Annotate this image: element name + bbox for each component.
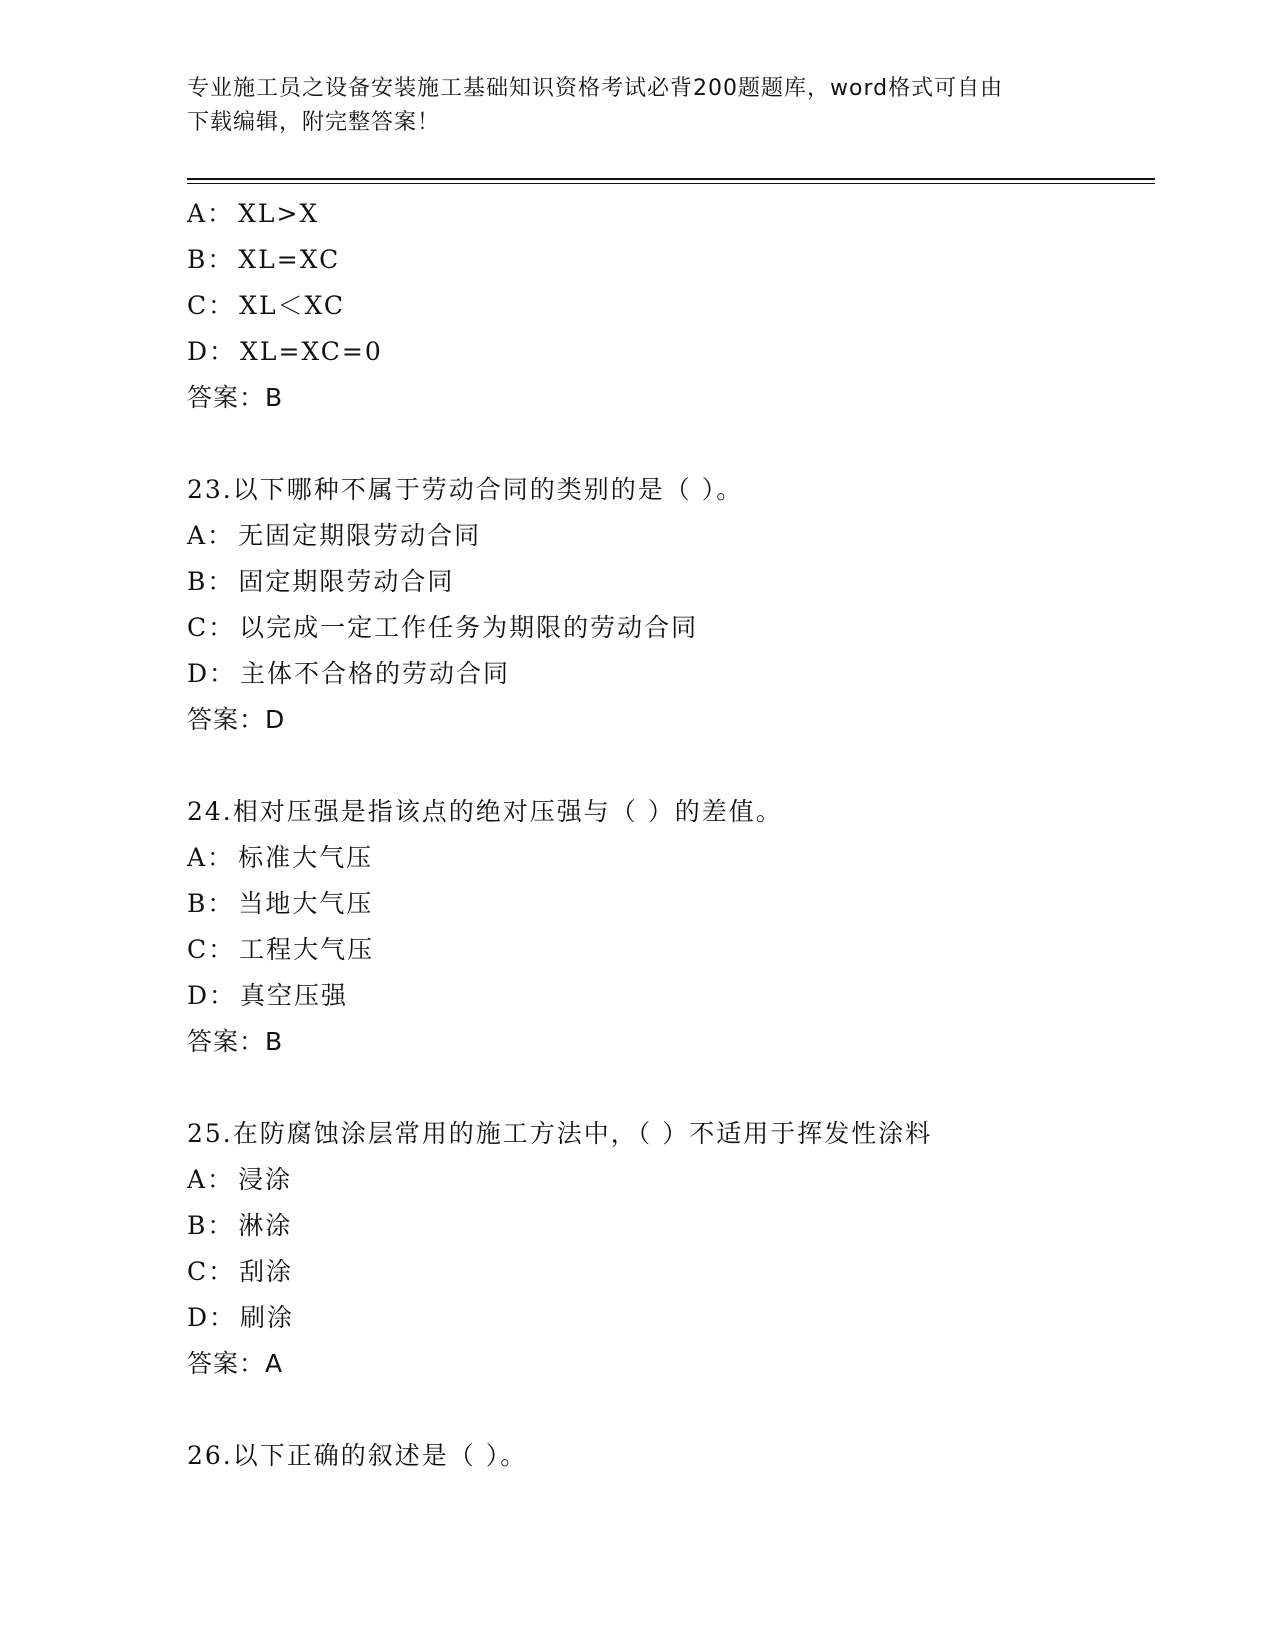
option-letter: C： [187, 1257, 236, 1286]
option-letter: C： [187, 935, 236, 964]
option-text: XL=XC=0 [240, 337, 383, 366]
question-24 [187, 789, 1147, 1065]
header-divider-thin [187, 183, 1155, 184]
question-stem: 23.以下哪种不属于劳动合同的类别的是（ ）。 [187, 475, 744, 504]
option-d [187, 973, 1147, 1019]
document-header [187, 72, 1087, 140]
option-letter: A： [187, 521, 235, 550]
option-text: 真空压强 [240, 981, 349, 1010]
option-letter: D： [187, 1303, 237, 1332]
header-title-line-2: 下载编辑，附完整答案！ [187, 110, 441, 135]
option-a [187, 513, 1147, 559]
option-text: XL=XC [238, 245, 341, 274]
option-text: 工程大气压 [239, 935, 375, 964]
option-text: 主体不合格的劳动合同 [240, 659, 511, 688]
option-c [187, 605, 1147, 651]
option-a [187, 835, 1147, 881]
question-stem: 25.在防腐蚀涂层常用的施工方法中，（ ）不适用于挥发性涂料 [187, 1119, 933, 1148]
option-c [187, 283, 1147, 329]
option-text: 以完成一定工作任务为期限的劳动合同 [239, 613, 699, 642]
option-d [187, 329, 1147, 375]
answer-line: 答案：D [187, 705, 286, 734]
option-letter: B： [187, 245, 235, 274]
option-b [187, 559, 1147, 605]
option-letter: B： [187, 889, 235, 918]
question-25 [187, 1111, 1147, 1387]
option-text: XL>X [238, 199, 320, 228]
option-c [187, 1249, 1147, 1295]
option-a [187, 191, 1147, 237]
option-letter: C： [187, 291, 236, 320]
option-text: 当地大气压 [238, 889, 374, 918]
question-list [187, 191, 1147, 1525]
option-a [187, 1157, 1147, 1203]
option-text: XL＜XC [239, 291, 346, 320]
option-b [187, 881, 1147, 927]
question-stem: 24.相对压强是指该点的绝对压强与（ ）的差值。 [187, 797, 783, 826]
option-text: 无固定期限劳动合同 [238, 521, 482, 550]
option-text: 刷涂 [240, 1303, 295, 1332]
option-letter: D： [187, 981, 237, 1010]
option-letter: A： [187, 199, 235, 228]
option-letter: D： [187, 659, 237, 688]
question-stem: 26.以下正确的叙述是（ ）。 [187, 1441, 528, 1470]
option-text: 标准大气压 [238, 843, 374, 872]
option-letter: D： [187, 337, 237, 366]
option-text: 浸涂 [238, 1165, 293, 1194]
question-23 [187, 467, 1147, 743]
option-text: 固定期限劳动合同 [238, 567, 455, 596]
answer-line: 答案：B [187, 383, 284, 412]
answer-line: 答案：B [187, 1027, 284, 1056]
option-text: 淋涂 [238, 1211, 293, 1240]
option-text: 刮涂 [239, 1257, 294, 1286]
option-letter: B： [187, 1211, 235, 1240]
header-divider-thick [187, 178, 1155, 180]
option-letter: B： [187, 567, 235, 596]
question-26 [187, 1433, 1147, 1479]
option-d [187, 651, 1147, 697]
option-d [187, 1295, 1147, 1341]
option-letter: A： [187, 1165, 235, 1194]
option-letter: C： [187, 613, 236, 642]
header-title-line-1: 专业施工员之设备安装施工基础知识资格考试必背200题题库，word格式可自由 [187, 76, 1004, 101]
question-22-continued [187, 191, 1147, 421]
answer-line: 答案：A [187, 1349, 284, 1378]
option-b [187, 237, 1147, 283]
option-b [187, 1203, 1147, 1249]
option-c [187, 927, 1147, 973]
option-letter: A： [187, 843, 235, 872]
